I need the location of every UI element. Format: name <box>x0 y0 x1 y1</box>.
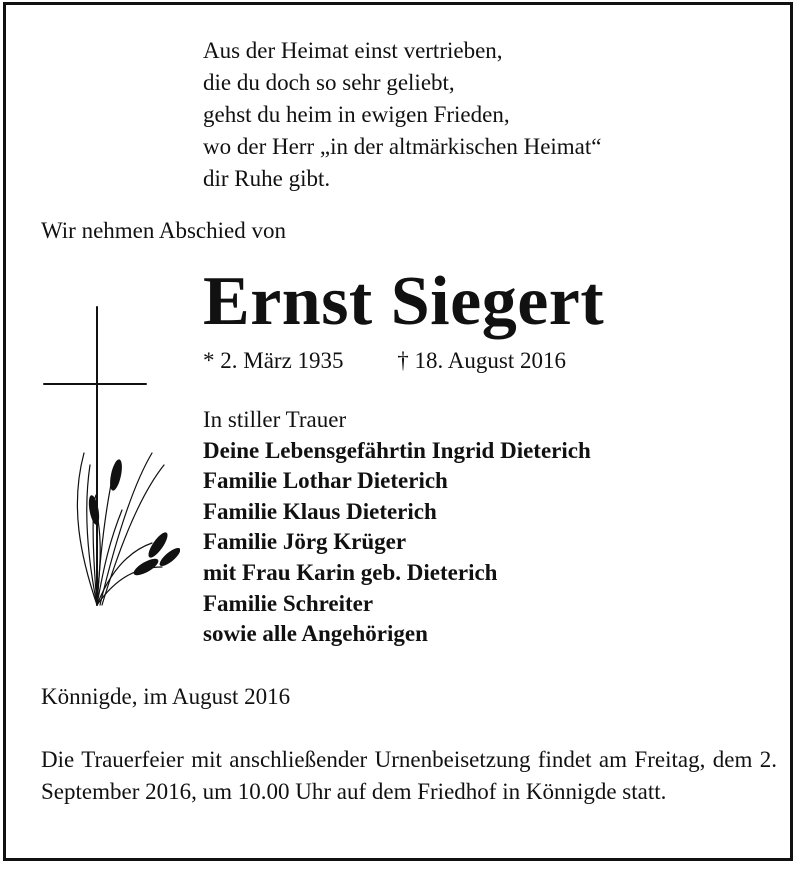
mourner-name: Familie Jörg Krüger <box>203 529 407 555</box>
funeral-service-info: Die Trauerfeier mit anschließender Urnenbeisetzung findet am Freitag, dem 2. September 2016, um 10.00 Uhr auf dem Friedhof in Könnigde statt. <box>41 747 777 804</box>
obituary-notice <box>3 2 793 861</box>
mourners-intro: In stiller Trauer <box>203 407 347 432</box>
life-dates <box>203 345 566 377</box>
mourner-name: sowie alle Angehörigen <box>203 621 428 647</box>
place-and-date: Könnigde, im August 2016 <box>41 684 291 709</box>
poem-line: dir Ruhe gibt. <box>203 166 331 191</box>
mourner-name: Familie Klaus Dieterich <box>203 498 437 524</box>
memorial-poem <box>203 35 602 195</box>
poem-line: wo der Herr „in der altmärkischen Heimat“ <box>203 134 602 159</box>
mourners-list <box>203 405 591 650</box>
poem-line: die du doch so sehr geliebt, <box>203 70 455 95</box>
cross-icon <box>40 305 180 610</box>
birth-date: * 2. März 1935 <box>203 348 344 373</box>
poem-line: gehst du heim in ewigen Frieden, <box>203 102 510 127</box>
death-date: † 18. August 2016 <box>397 348 566 373</box>
deceased-name: Ernst Siegert <box>203 263 605 340</box>
mourner-name: Familie Lothar Dieterich <box>203 468 448 494</box>
mourner-name: mit Frau Karin geb. Dieterich <box>203 559 498 585</box>
poem-line: Aus der Heimat einst vertrieben, <box>203 38 503 63</box>
farewell-text: Wir nehmen Abschied von <box>41 218 286 243</box>
mourner-name: Familie Schreiter <box>203 590 374 616</box>
mourner-name: Deine Lebensgefährtin Ingrid Dieterich <box>203 437 591 463</box>
